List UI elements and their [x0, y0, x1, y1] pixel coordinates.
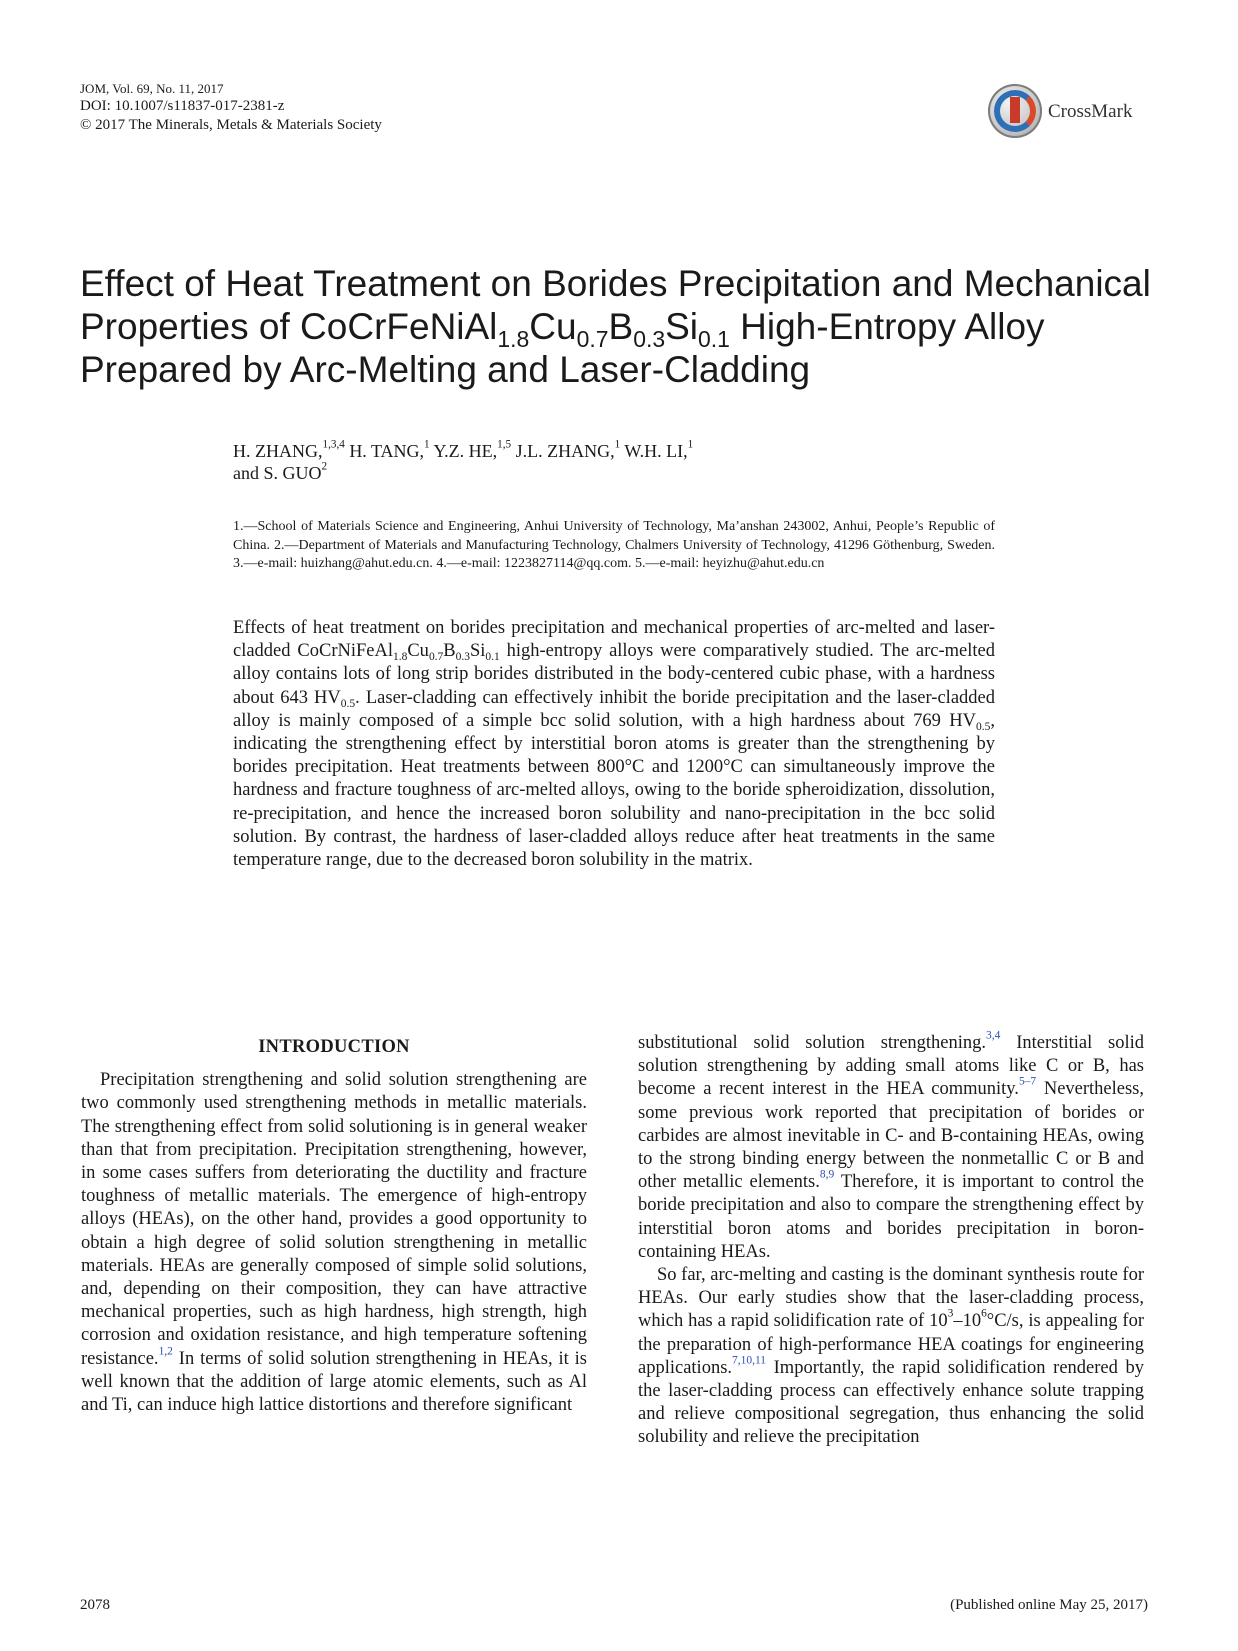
journal-info	[80, 80, 382, 135]
column-right	[638, 1029, 1145, 1450]
abstract: Effects of heat treatment on borides precipitation and mechanical properties of arc-melted and laser-cladded $CoCrNiFeAl_{1.8}Cu_{0.7}B_{0.3}Si_{0.1}$ high-entropy alloys were comparatively studied. The arc-melted alloy contains lots of long strip borides distributed in the body-centered cubic phase, with a hardness about 643 $HV_{0.5}$. Laser-cladding can effectively inhibit the boride precipitation and the laser-cladded alloy is mainly composed of a simple bcc solid solution, with a high hardness about 769 $HV_{0.5}$, indicating the strengthening effect by interstitial boron atoms is greater than the strengthening by borides precipitation. Heat treatments between 800°C and 1200°C can simultaneously improve the hardness and fracture toughness of arc-melted alloys, owing to the boride spheroidization, dissolution, re-precipitation, and hence the increased boron solubility and nano-precipitation in the bcc solid solution. By contrast, the hardness of laser-cladded alloys reduce after heat treatments in the same temperature range, due to the decreased boron solubility in the matrix.	[233, 618, 995, 871]
copyright: © 2017 The Minerals, Metals & Materials Society	[80, 117, 382, 133]
paragraph: Precipitation strengthening and solid solution strengthening are two commonly used strengthening methods in metallic materials. The strengthening effect from solid solutioning is in general weaker than that from precipitation. Precipitation strengthening, however, in some cases suffers from deteriorating the ductility and fracture toughness of metallic materials. The emergence of high-entropy alloys (HEAs), on the other hand, provides a good opportunity to obtain a high degree of solid solution strengthening in metallic materials. HEAs are generally composed of simple solid solutions, and, depending on their composition, they can have attractive mechanical properties, such as high hardness, high strength, high corrosion and oxidation resistance, and high temperature softening resistance.$^{1,2}$ In terms of solid solution strengthening in HEAs, it is well known that the addition of large atomic elements, such as Al and Ti, can induce high lattice distortions and therefore significant	[81, 1070, 587, 1416]
published-date: (Published online May 25, 2017)	[950, 1597, 1148, 1613]
doi[interactable]: DOI: 10.1007/s11837-017-2381-z	[80, 98, 285, 114]
page-number: 2078	[80, 1597, 110, 1613]
crossmark-icon	[988, 84, 1042, 138]
section-heading-introduction: INTRODUCTION	[258, 1037, 410, 1057]
citation-link[interactable]: 5–7	[1018, 1075, 1037, 1088]
citation-link[interactable]: 8,9	[819, 1168, 835, 1181]
citation-link[interactable]: 7,10,11	[732, 1354, 767, 1367]
column-left	[81, 1030, 587, 1417]
crossmark-badge[interactable]	[988, 84, 1148, 140]
affiliations: 1.—School of Materials Science and Engineering, Anhui University of Technology, Ma’anshan 243002, Anhui, People’s Republic of China. 2.—Department of Materials and Manufacturing Technology, Chalmers University of Technology, 41296 Göthenburg, Sweden. 3.—e-mail: huizhang@ahut.edu.cn. 4.—e-mail: 1223827114@qq.com. 5.—e-mail: heyizhu@ahut.edu.cn	[233, 519, 995, 571]
article-title: Effect of Heat Treatment on Borides Precipitation and Mechanical Properties of $CoCrFeNiAl_{1.8}Cu_{0.7}B_{0.3}Si_{0.1}$ High-Entropy Alloy Prepared by Arc-Melting and Laser-Cladding	[80, 263, 1151, 390]
paragraph: substitutional solid solution strengthening.$^{3,4}$ Interstitial solid solution strengthening by adding small atoms like C or B, has become a recent interest in the HEA community.$^{5-7}$ Nevertheless, some previous work reported that precipitation of borides or carbides are almost inevitable in C- and B-containing HEAs, owing to the strong binding energy between the nonmetallic C or B and other metallic elements.$^{8,9}$ Therefore, it is important to control the boride precipitation and also to compare the strengthening effect by interstitial boron atoms and borides precipitation in boron-containing HEAs.	[638, 1029, 1145, 1262]
crossmark-label: CrossMark	[1048, 101, 1133, 122]
citation-link[interactable]: 3,4	[986, 1029, 1001, 1042]
author-list: H. ZHANG,$^{1,3,4}$ H. TANG,$^1$ Y.Z. HE,$^{1,5}$ J.L. ZHANG,$^1$ W.H. LI,$^1$ and S. GUO$^2$	[233, 438, 694, 483]
journal-citation: JOM, Vol. 69, No. 11, 2017	[80, 81, 224, 96]
citation-link[interactable]: 1,2	[158, 1344, 173, 1357]
paragraph: So far, arc-melting and casting is the dominant synthesis route for HEAs. Our early studies show that the laser-cladding process, which has a rapid solidification rate of $10^3-10^6^\circ C/s$, is appealing for the preparation of high-performance HEA coatings for engineering applications.$^{7,10,11}$ Importantly, the rapid solidification rendered by the laser-cladding process can effectively enhance solute trapping and relieve compositional segregation, thus enhancing the solid solubility and relieve the precipitation	[638, 1265, 1144, 1448]
